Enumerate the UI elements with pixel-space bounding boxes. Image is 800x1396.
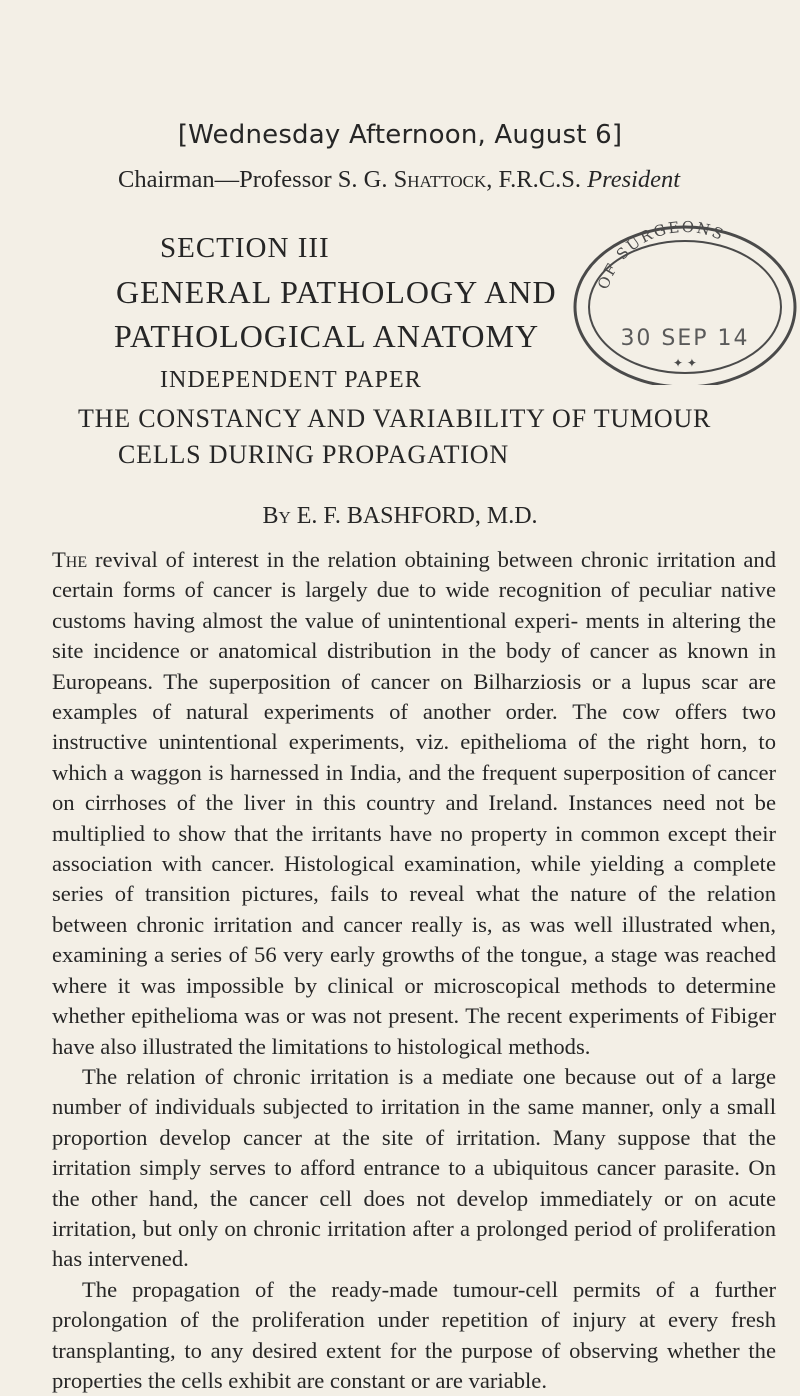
author-prefix: By xyxy=(262,503,291,529)
author-line xyxy=(0,503,800,530)
paragraph-2: The relation of chronic irritation is a mediate one because out of a large number of individuals subjected to irritation in the same manner, only a small proportion develop cancer at the site of irritation. Many suppose that the irritation simply serves to afford entrance to a ubiquitous cancer parasite. On the other hand, the cancer cell does not develop immediately or on acute irritation, but only on chronic irritation after a prolonged period of proliferation has intervened. xyxy=(52,1063,776,1272)
paper-title-line-2: CELLS DURING PROPAGATION xyxy=(118,440,509,469)
chairman-suffix: , F.R.C.S. xyxy=(486,166,588,193)
stamp-top-text: OF SURGEONS xyxy=(594,217,728,292)
paragraph-1-lead: The xyxy=(52,547,88,572)
paragraph-1-text: revival of interest in the relation obtaining between chronic irritation and certain forms of cancer is largely due to wide recognition of peculiar native customs having almost the value of unintentional experi- ments in altering the site incidence or anatomical distribution in the body of cancer as known in Europeans. The superposition of cancer on Bilharziosis or a lupus scar are examples of natural experiments of another order. The cow offers two instructive unintentional experiments, viz. epithelioma of the right horn, to which a waggon is harnessed in India, and the frequent superposition of cancer on cirrhoses of the liver in this country and Ireland. Instances need not be multiplied to show that the irritants have no property in common except their association with cancer. Histological examination, while yielding a complete series of transition pictures, fails to reveal what the nature of the relation between chronic irritation and cancer really is, as was well illustrated when, examining a series of 56 very early growths of the tongue, a stage was reached where it was impossible by clinical or microscopical methods to determine whether epithelioma was or was not present. The recent experiments of Fibiger have also illustrated the limitations to histological methods. xyxy=(52,547,776,1059)
section-number: SECTION III xyxy=(160,232,330,264)
chairman-name: S. G. Shattock xyxy=(337,166,487,193)
session-heading: [Wednesday Afternoon, August 6] xyxy=(177,120,623,150)
stamp-date: 30 SEP 14 xyxy=(620,326,750,351)
chairman-line xyxy=(118,166,778,194)
chairman-role: President xyxy=(587,166,681,193)
section-subject-2: PATHOLOGICAL ANATOMY xyxy=(114,318,540,354)
paragraph-3: The propagation of the ready-made tumour-cell permits of a further prolongation of the proliferation under repetition of injury at every fresh transplanting, to any desired extent for the purpose of observing whether the properties the cells exhibit are constant or are variable. xyxy=(52,1276,776,1393)
paragraph-1 xyxy=(52,545,776,1062)
section-subject-1: GENERAL PATHOLOGY AND xyxy=(116,274,557,310)
author-name: E. F. BASHFORD, M.D. xyxy=(296,503,538,529)
chairman-prefix: Chairman—Professor xyxy=(118,166,338,193)
body-text xyxy=(52,545,776,1396)
library-stamp-icon xyxy=(565,215,800,385)
paper-title-line-1: THE CONSTANCY AND VARIABILITY OF TUMOUR xyxy=(78,404,712,433)
paper-type: INDEPENDENT PAPER xyxy=(160,367,422,393)
stamp-ornament: ✦ ✦ xyxy=(673,356,697,370)
